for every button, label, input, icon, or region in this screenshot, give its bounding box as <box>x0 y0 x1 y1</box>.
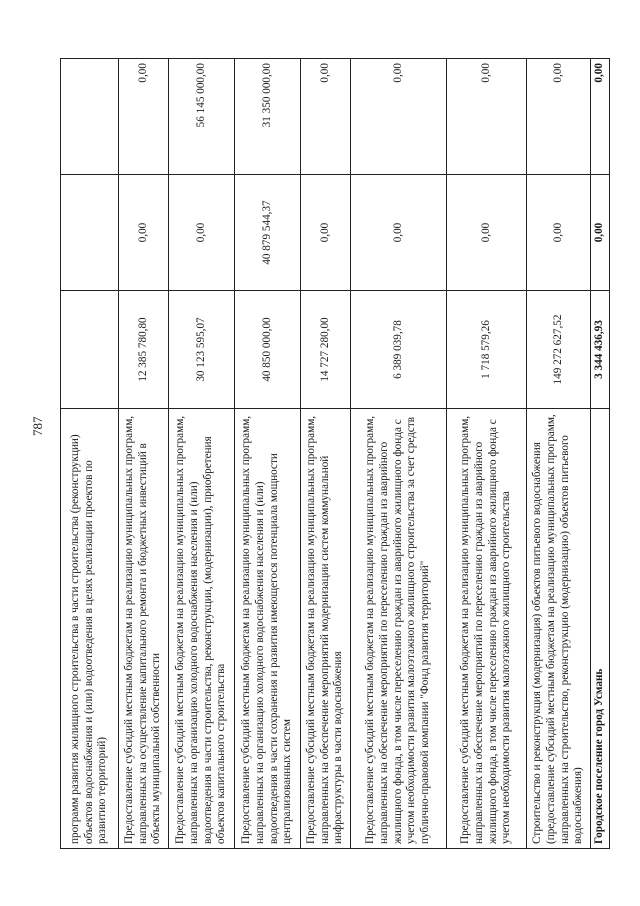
total-description: Городское поселение город Усмань <box>591 409 610 849</box>
budget-table-body <box>61 59 610 849</box>
table-row <box>351 59 447 849</box>
row-value-2: 0,00 <box>527 175 591 291</box>
row-value-3 <box>61 59 119 175</box>
table-row <box>61 59 119 849</box>
row-description: Строительство и реконструкция (модернизация) объектов питьевого водоснабжения (предоставление субсидий местным бюджетам на реализацию муниципальных программ, направленных на строительство, реконструкцию (модернизацию) объектов питьевого водоснабжения) <box>527 409 591 849</box>
row-value-2: 0,00 <box>169 175 235 291</box>
total-value-3: 0,00 <box>591 59 610 175</box>
row-description: Предоставление субсидий местным бюджетам на реализацию муниципальных программ, направленных на организацию холодного водоснабжения населения и (или) водоотведения в части строительства, реконструкции, (модернизации), приобретения объектов капитального строительства <box>169 409 235 849</box>
row-description: Предоставление субсидий местным бюджетам на реализацию муниципальных программ, направленных на обеспечение мероприятий модернизации систем коммунальной инфраструктуры в части водоснабжения <box>301 409 351 849</box>
row-value-1: 6 389 039,78 <box>351 291 447 409</box>
table-row-total <box>591 59 610 849</box>
row-value-1: 1 718 579,26 <box>447 291 527 409</box>
table-row <box>447 59 527 849</box>
total-value-1: 3 344 436,93 <box>591 291 610 409</box>
row-value-2: 0,00 <box>119 175 169 291</box>
row-value-3: 31 350 000,00 <box>235 59 301 175</box>
table-row <box>119 59 169 849</box>
row-value-1: 14 727 280,00 <box>301 291 351 409</box>
row-value-3: 0,00 <box>527 59 591 175</box>
table-row <box>235 59 301 849</box>
row-value-2: 0,00 <box>351 175 447 291</box>
row-description: Предоставление субсидий местным бюджетам на реализацию муниципальных программ, направленных на организацию холодного водоснабжения населения и (или) водоотведения в части сохранения и развития имеющегося потенциала мощности централизованных систем <box>235 409 301 849</box>
budget-table-sheet <box>60 59 605 849</box>
row-value-3: 0,00 <box>447 59 527 175</box>
row-value-1: 12 385 780,80 <box>119 291 169 409</box>
row-value-2: 0,00 <box>301 175 351 291</box>
row-description: программ развития жилищного строительства в части строительства (реконструкции) объектов водоснабжения и (или) водоотведения в целях реализации проектов по развитию территорий) <box>61 409 119 849</box>
row-value-3: 0,00 <box>351 59 447 175</box>
row-value-2 <box>61 175 119 291</box>
table-row <box>169 59 235 849</box>
budget-table <box>60 58 610 849</box>
table-row <box>527 59 591 849</box>
row-value-3: 0,00 <box>119 59 169 175</box>
row-value-3: 56 145 000,00 <box>169 59 235 175</box>
row-value-1: 30 123 595,07 <box>169 291 235 409</box>
row-value-1 <box>61 291 119 409</box>
row-description: Предоставление субсидий местным бюджетам на реализацию муниципальных программ, направленных на обеспечение мероприятий по переселению граждан из аварийного жилищного фонда, в том числе переселению граждан из аварийного жилищного фонда с учетом необходимости развития малоэтажного жилищного строительства <box>447 409 527 849</box>
row-description: Предоставление субсидий местным бюджетам на реализацию муниципальных программ, направленных на обеспечение мероприятий по переселению граждан из аварийного жилищного фонда, в том числе переселению граждан из аварийного жилищного фонда с учетом необходимости развития малоэтажного жилищного строительства за счет средств публично-правовой компании "Фонд развития территорий" <box>351 409 447 849</box>
page-number: 787 <box>30 416 45 436</box>
row-value-2: 40 879 544,37 <box>235 175 301 291</box>
row-value-1: 40 850 000,00 <box>235 291 301 409</box>
row-value-2: 0,00 <box>447 175 527 291</box>
row-value-3: 0,00 <box>301 59 351 175</box>
row-value-1: 149 272 627,52 <box>527 291 591 409</box>
total-value-2: 0,00 <box>591 175 610 291</box>
table-row <box>301 59 351 849</box>
row-description: Предоставление субсидий местным бюджетам на реализацию муниципальных программ, направленных на осуществление капитального ремонта и бюджетных инвестиций в объекты муниципальной собственности <box>119 409 169 849</box>
